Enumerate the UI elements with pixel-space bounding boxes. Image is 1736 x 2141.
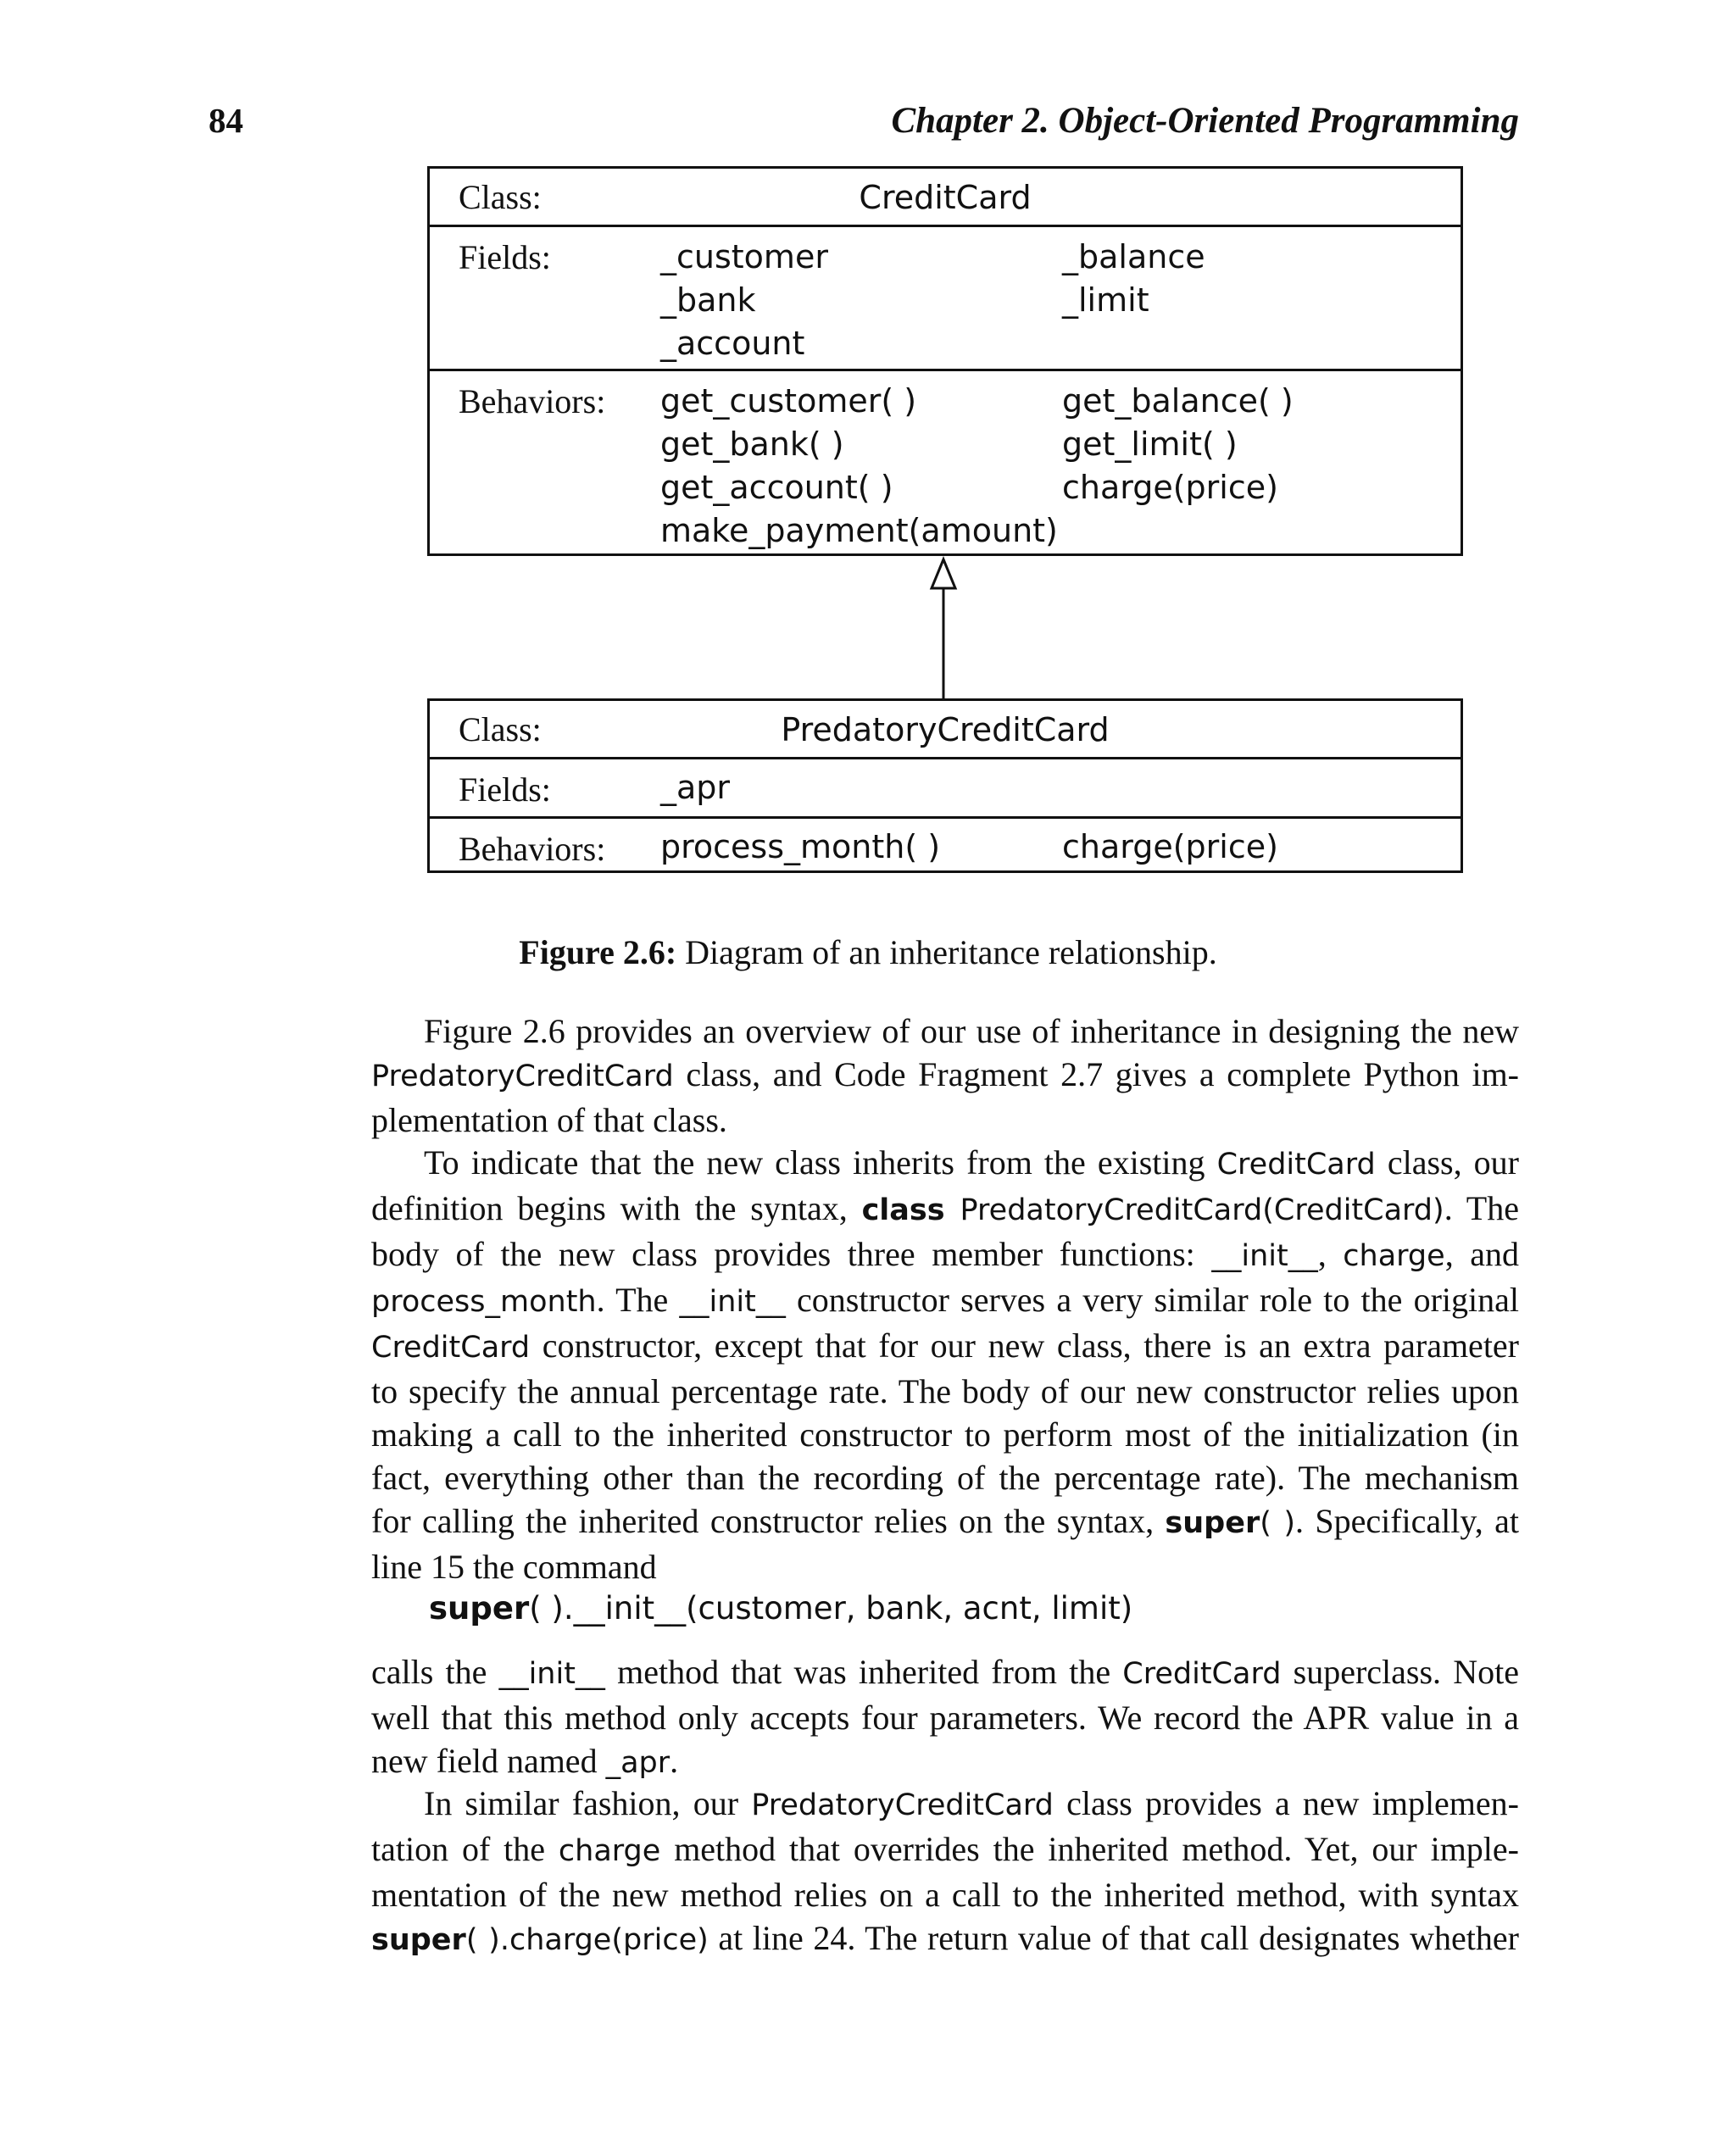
code-term: CreditCard bbox=[1216, 1148, 1376, 1182]
uml-field: _balance bbox=[1062, 238, 1205, 275]
uml-label-fields: Fields: bbox=[459, 238, 551, 276]
text-run: constructor serves a very similar role to the original bbox=[785, 1281, 1520, 1319]
code-text: ( ).__init__(customer, bank, acnt, limit) bbox=[529, 1590, 1133, 1627]
uml-behaviors-col1 bbox=[660, 380, 1058, 553]
text-run: mentation of the new method relies on a call to the inherited method, with syntax bbox=[371, 1876, 1519, 1914]
uml-class-name: CreditCard bbox=[859, 179, 1032, 216]
uml-method: get_balance( ) bbox=[1062, 382, 1294, 420]
paragraph-3 bbox=[371, 1650, 1519, 1785]
text-run: . The bbox=[1444, 1189, 1519, 1227]
text-run: calls the bbox=[371, 1653, 499, 1691]
code-term: ( ) bbox=[1260, 1506, 1296, 1540]
paragraph-2 bbox=[371, 1141, 1519, 1588]
uml-fields-col1 bbox=[660, 766, 730, 809]
text-run: method that overrides the inherited method. Yet, our imple- bbox=[660, 1830, 1519, 1868]
uml-method: make_payment(amount) bbox=[660, 512, 1058, 549]
text-line bbox=[371, 1009, 1519, 1053]
running-header bbox=[209, 100, 1519, 142]
uml-field: _bank bbox=[660, 281, 756, 319]
text-line bbox=[371, 1278, 1519, 1324]
text-run: , bbox=[1317, 1235, 1344, 1273]
chapter-title: Chapter 2. Object-Oriented Programming bbox=[891, 101, 1519, 141]
code-keyword: class bbox=[861, 1193, 945, 1227]
text-run: class, our bbox=[1375, 1143, 1519, 1182]
code-term: process_month bbox=[371, 1285, 597, 1319]
code-term: CreditCard bbox=[1122, 1657, 1282, 1691]
uml-fields-col2 bbox=[1062, 236, 1205, 322]
uml-behaviors-row bbox=[430, 816, 1461, 876]
text-run: . bbox=[670, 1742, 679, 1780]
code-term: ( ).charge(price) bbox=[465, 1923, 709, 1957]
paragraph-4 bbox=[371, 1782, 1519, 1962]
text-line bbox=[371, 1370, 1519, 1413]
text-line bbox=[371, 1782, 1519, 1827]
uml-label-behaviors: Behaviors: bbox=[459, 382, 606, 420]
uml-method: process_month( ) bbox=[660, 828, 941, 865]
text-line bbox=[371, 1696, 1519, 1739]
text-line bbox=[371, 1499, 1519, 1545]
uml-method: get_account( ) bbox=[660, 469, 893, 506]
uml-class-predatorycreditcard bbox=[427, 698, 1463, 873]
uml-behaviors-col2 bbox=[1062, 826, 1278, 869]
uml-behaviors-col1 bbox=[660, 826, 940, 869]
uml-method: charge(price) bbox=[1062, 828, 1278, 865]
text-run: To indicate that the new class inherits from the existing bbox=[424, 1143, 1217, 1182]
uml-behaviors-row bbox=[430, 369, 1461, 553]
uml-class-row bbox=[430, 169, 1461, 225]
uml-method: charge(price) bbox=[1062, 469, 1278, 506]
text-run: making a call to the inherited constructor to perform most of the initialization (in bbox=[371, 1415, 1519, 1454]
uml-class-name: PredatoryCreditCard bbox=[781, 711, 1110, 748]
text-run: fact, everything other than the recording of the percentage rate). The mechanism bbox=[371, 1459, 1519, 1497]
page-number: 84 bbox=[209, 101, 243, 140]
text-line bbox=[371, 1739, 1519, 1785]
text-line bbox=[371, 1098, 1519, 1142]
text-run: definition begins with the syntax, bbox=[371, 1189, 862, 1227]
text-line bbox=[371, 1187, 1519, 1232]
text-line bbox=[371, 1232, 1519, 1278]
uml-fields-row bbox=[430, 225, 1461, 369]
uml-label-behaviors: Behaviors: bbox=[459, 830, 606, 868]
code-keyword: super bbox=[371, 1923, 466, 1957]
text-line bbox=[371, 1650, 1519, 1696]
code-term: charge bbox=[1343, 1239, 1445, 1273]
paragraph-1 bbox=[371, 1009, 1519, 1142]
uml-behaviors-col2 bbox=[1062, 380, 1294, 509]
uml-method: get_limit( ) bbox=[1062, 425, 1238, 463]
text-run: , and bbox=[1444, 1235, 1520, 1273]
text-run: at line 24. The return value of that call designates whether bbox=[708, 1919, 1519, 1957]
uml-label-fields: Fields: bbox=[459, 770, 551, 809]
uml-field: _account bbox=[660, 325, 805, 362]
text-line bbox=[371, 1916, 1519, 1962]
text-run: In similar fashion, our bbox=[424, 1784, 752, 1822]
text-run: . Specifically, at bbox=[1295, 1502, 1519, 1540]
uml-field: _limit bbox=[1062, 281, 1149, 319]
code-term: charge bbox=[558, 1834, 661, 1868]
uml-fields-col1 bbox=[660, 236, 828, 365]
code-term: _apr bbox=[605, 1746, 670, 1780]
inheritance-arrow bbox=[924, 554, 963, 700]
text-run: Figure 2.6 provides an overview of our use of inheritance in designing the new bbox=[424, 1012, 1519, 1050]
text-run: new field named bbox=[371, 1742, 606, 1780]
text-run: method that was inherited from the bbox=[604, 1653, 1123, 1691]
text-run: tation of the bbox=[371, 1830, 559, 1868]
uml-method: get_customer( ) bbox=[660, 382, 917, 420]
text-run: class, and Code Fragment 2.7 gives a complete Python im- bbox=[673, 1055, 1519, 1093]
text-line bbox=[371, 1827, 1519, 1873]
code-term: PredatoryCreditCard bbox=[371, 1059, 674, 1093]
text-run: plementation of that class. bbox=[371, 1101, 727, 1139]
text-run: superclass. Note bbox=[1281, 1653, 1519, 1691]
uml-field: _apr bbox=[660, 769, 731, 806]
code-term: CreditCard bbox=[371, 1331, 531, 1365]
text-line bbox=[371, 1545, 1519, 1588]
text-line bbox=[371, 1413, 1519, 1456]
text-line bbox=[371, 1053, 1519, 1098]
uml-fields-row bbox=[430, 757, 1461, 816]
code-term: PredatoryCreditCard bbox=[751, 1788, 1054, 1822]
code-term: __init__ bbox=[1211, 1239, 1318, 1273]
text-run: . The bbox=[596, 1281, 680, 1319]
code-term: __init__ bbox=[498, 1657, 605, 1691]
uml-class-row bbox=[430, 701, 1461, 757]
figure-caption-label: Figure 2.6: bbox=[519, 933, 677, 971]
uml-method: get_bank( ) bbox=[660, 425, 844, 463]
code-snippet bbox=[429, 1590, 1132, 1627]
uml-label-class: Class: bbox=[459, 710, 542, 748]
text-run: for calling the inherited constructor relies on the syntax, bbox=[371, 1502, 1166, 1540]
arrowhead-triangle bbox=[932, 559, 955, 588]
figure-caption bbox=[0, 932, 1736, 972]
uml-class-creditcard bbox=[427, 166, 1463, 556]
text-line bbox=[371, 1324, 1519, 1370]
code-term: __init__ bbox=[679, 1285, 786, 1319]
code-keyword: super bbox=[429, 1590, 530, 1627]
text-line bbox=[371, 1141, 1519, 1187]
uml-label-class: Class: bbox=[459, 178, 542, 216]
text-line bbox=[371, 1456, 1519, 1499]
text-run: body of the new class provides three member functions: bbox=[371, 1235, 1212, 1273]
text-run: line 15 the command bbox=[371, 1548, 657, 1586]
figure-caption-text: Diagram of an inheritance relationship. bbox=[685, 933, 1217, 971]
code-keyword: super bbox=[1165, 1506, 1260, 1540]
uml-field: _customer bbox=[660, 238, 828, 275]
text-run: to specify the annual percentage rate. The body of our new constructor relies upon bbox=[371, 1372, 1519, 1410]
text-run: constructor, except that for our new class, there is an extra parameter bbox=[530, 1326, 1519, 1365]
code-term: PredatoryCreditCard(CreditCard) bbox=[944, 1193, 1444, 1227]
text-run: class provides a new implemen- bbox=[1053, 1784, 1519, 1822]
text-run: well that this method only accepts four parameters. We record the APR value in a bbox=[371, 1699, 1519, 1737]
text-line bbox=[371, 1873, 1519, 1916]
